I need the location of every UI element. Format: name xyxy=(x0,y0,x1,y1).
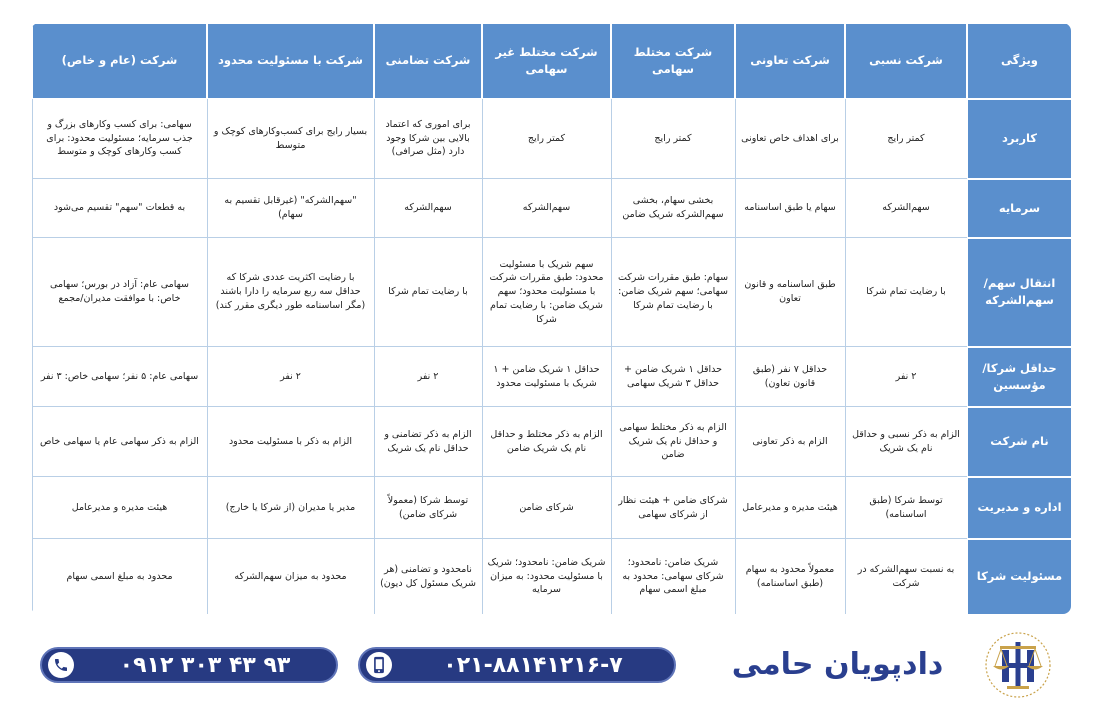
table-cell: معمولاً محدود به سهام (طبق اساسنامه) xyxy=(735,539,845,615)
contact-footer xyxy=(0,620,1100,711)
table-cell: با رضایت تمام شرکا xyxy=(374,238,482,347)
table-cell: به قطعات "سهم" تقسیم می‌شود xyxy=(32,179,207,238)
table-cell: سهام: طبق مقررات شرکت سهامی؛ سهم شریک ضامن: با رضایت تمام شرکا xyxy=(611,238,735,347)
header-taavoni: شرکت تعاونی xyxy=(735,24,845,99)
table-cell: شریک ضامن: نامحدود؛ شریک با مسئولیت محدود: به میزان سرمایه xyxy=(482,539,611,615)
table-cell: "سهم‌الشرکه" (غیرقابل تقسیم به سهام) xyxy=(207,179,374,238)
mobile-phone-icon xyxy=(366,652,392,678)
table-cell: هیئت مدیره و مدیرعامل xyxy=(735,477,845,539)
table-cell: با رضایت اکثریت عددی شرکا که حداقل سه ربع سرمایه را دارا باشند (مگر اساسنامه طور دیگری مقرر کند) xyxy=(207,238,374,347)
table-cell: کمتر رایج xyxy=(611,99,735,179)
company-types-comparison-table xyxy=(31,23,1071,614)
table-cell: الزام به ذکر مختلط و حداقل نام یک شریک ضامن xyxy=(482,407,611,477)
table-cell: سهم شریک با مسئولیت محدود: طبق مقررات شرکت با مسئولیت محدود؛ سهم شریک ضامن: با رضایت تمام شرکا xyxy=(482,238,611,347)
table-cell: توسط شرکا (طبق اساسنامه) xyxy=(845,477,967,539)
row-label-transfer: انتقال سهم/سهم‌الشرکه xyxy=(967,238,1071,347)
table-cell: سهم‌الشرکه xyxy=(845,179,967,238)
header-mokhtalet-sahami: شرکت مختلط سهامی xyxy=(611,24,735,99)
table-cell: الزام به ذکر مختلط سهامی و حداقل نام یک شریک ضامن xyxy=(611,407,735,477)
table-cell: توسط شرکا (معمولاً شرکای ضامن) xyxy=(374,477,482,539)
table-row-company-name xyxy=(32,407,1071,477)
table-cell: ۲ نفر xyxy=(207,347,374,407)
table-cell: سهامی: برای کسب وکارهای بزرگ و جذب سرمایه؛ مسئولیت محدود: برای کسب وکارهای کوچک و متوسط xyxy=(32,99,207,179)
table-row-management xyxy=(32,477,1071,539)
table-cell: سهامی عام: آزاد در بورس؛ سهامی خاص: با موافقت مدیران/مجمع xyxy=(32,238,207,347)
phone-handset-icon xyxy=(48,652,74,678)
table-cell: کمتر رایج xyxy=(482,99,611,179)
table-cell: کمتر رایج xyxy=(845,99,967,179)
office-number-pill[interactable] xyxy=(358,647,676,683)
table-cell: حداقل ۱ شریک ضامن + حداقل ۳ شریک سهامی xyxy=(611,347,735,407)
header-tazamoni: شرکت تضامنی xyxy=(374,24,482,99)
table-header-row xyxy=(32,24,1071,99)
table-cell: الزام به ذکر سهامی عام یا سهامی خاص xyxy=(32,407,207,477)
table-cell: برای اموری که اعتماد بالایی بین شرکا وجود دارد (مثل صرافی) xyxy=(374,99,482,179)
table-row-capital xyxy=(32,179,1071,238)
header-nesbi: شرکت نسبی xyxy=(845,24,967,99)
table-cell: الزام به ذکر تضامنی و حداقل نام یک شریک xyxy=(374,407,482,477)
table-cell: سهم‌الشرکه xyxy=(482,179,611,238)
header-sahami: شرکت (عام و خاص) xyxy=(32,24,207,99)
table-cell: محدود به مبلغ اسمی سهام xyxy=(32,539,207,615)
table-cell: سهامی عام: ۵ نفر؛ سهامی خاص: ۳ نفر xyxy=(32,347,207,407)
mobile-number-text: ۰۹۱۲ ۳۰۳ ۴۳ ۹۳ xyxy=(119,652,291,678)
table-cell: شریک ضامن: نامحدود؛ شرکای سهامی: محدود به مبلغ اسمی سهام xyxy=(611,539,735,615)
table-cell: الزام به ذکر با مسئولیت محدود xyxy=(207,407,374,477)
table-cell: حداقل ۱ شریک ضامن + ۱ شریک با مسئولیت محدود xyxy=(482,347,611,407)
table-cell: الزام به ذکر نسبی و حداقل نام یک شریک xyxy=(845,407,967,477)
table-cell: بخشی سهام، بخشی سهم‌الشرکه شریک ضامن xyxy=(611,179,735,238)
row-label-min-partners: حداقل شرکا/مؤسسین xyxy=(967,347,1071,407)
row-label-company-name: نام شرکت xyxy=(967,407,1071,477)
table-cell: شرکای ضامن xyxy=(482,477,611,539)
table-cell: به نسبت سهم‌الشرکه در شرکت xyxy=(845,539,967,615)
table-cell: مدیر یا مدیران (از شرکا یا خارج) xyxy=(207,477,374,539)
table-row-usage xyxy=(32,99,1071,179)
table-cell: با رضایت تمام شرکا xyxy=(845,238,967,347)
table-row-transfer xyxy=(32,238,1071,347)
header-mokhtalet-gheyr-sahami: شرکت مختلط غیر سهامی xyxy=(482,24,611,99)
mobile-number-pill[interactable] xyxy=(40,647,338,683)
table-cell: الزام به ذکر تعاونی xyxy=(735,407,845,477)
row-label-capital: سرمایه xyxy=(967,179,1071,238)
table-cell: حداقل ۷ نفر (طبق قانون تعاون) xyxy=(735,347,845,407)
table-cell: سهم‌الشرکه xyxy=(374,179,482,238)
table-row-liability xyxy=(32,539,1071,615)
comparison-table-container xyxy=(31,23,1071,614)
office-number-text: ۰۲۱-۸۸۱۴۱۲۱۶-۷ xyxy=(443,652,623,678)
header-masouliat-mahdood: شرکت با مسئولیت محدود xyxy=(207,24,374,99)
table-cell: هیئت مدیره و مدیرعامل xyxy=(32,477,207,539)
brand-name: دادپویان حامی xyxy=(731,647,944,682)
row-label-usage: کاربرد xyxy=(967,99,1071,179)
table-cell: نامحدود و تضامنی (هر شریک مسئول کل دیون) xyxy=(374,539,482,615)
table-cell: سهام یا طبق اساسنامه xyxy=(735,179,845,238)
row-label-management: اداره و مدیریت xyxy=(967,477,1071,539)
table-cell: ۲ نفر xyxy=(845,347,967,407)
table-cell: برای اهداف خاص تعاونی xyxy=(735,99,845,179)
table-row-min-partners xyxy=(32,347,1071,407)
header-feature: ویژگی xyxy=(967,24,1071,99)
table-cell: شرکای ضامن + هیئت نظار از شرکای سهامی xyxy=(611,477,735,539)
table-cell: محدود به میزان سهم‌الشرکه xyxy=(207,539,374,615)
row-label-liability: مسئولیت شرکا xyxy=(967,539,1071,615)
table-cell: بسیار رایج برای کسب‌وکارهای کوچک و متوسط xyxy=(207,99,374,179)
table-cell: طبق اساسنامه و قانون تعاون xyxy=(735,238,845,347)
table-cell: ۲ نفر xyxy=(374,347,482,407)
scales-of-justice-logo-icon xyxy=(983,628,1053,702)
